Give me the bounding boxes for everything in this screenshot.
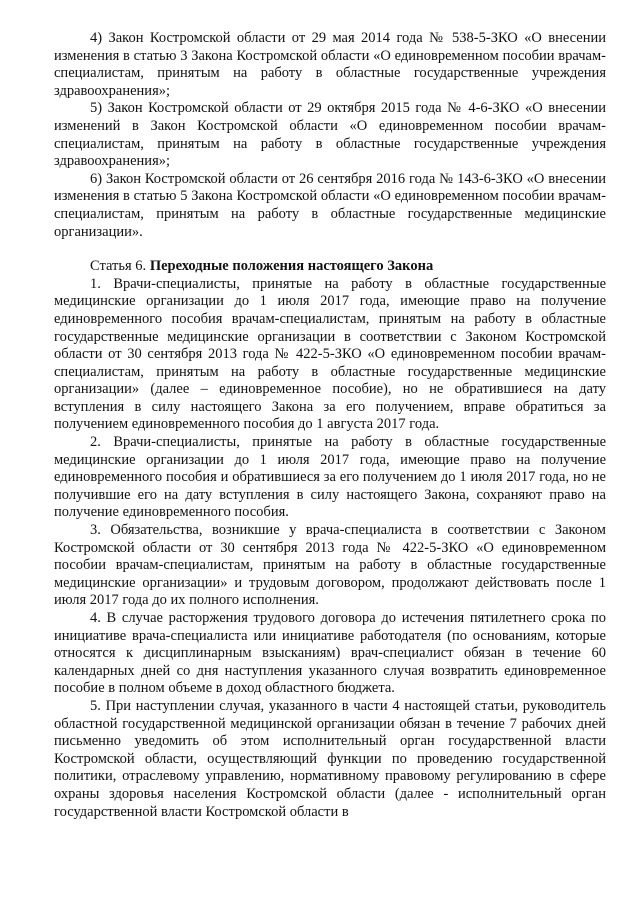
article-heading (54, 258, 606, 276)
article-paragraph-3: 3. Обязательства, возникшие у врача-специалиста в соответствии с Законом Костромской области от 30 сентября 2013 года № 422-5-ЗКО «О единовременном пособии врачам-специалистам, принятым на работу в областные государственные медицинские организации» и трудовым договором, продолжают действовать после 1 июля 2017 года до их полного исполнения. (54, 522, 606, 609)
article-title: Переходные положения настоящего Закона (149, 258, 434, 275)
article-paragraph-5: 5. При наступлении случая, указанного в части 4 настоящей статьи, руководитель областной государственной медицинской организации обязан в течение 7 рабочих дней письменно уведомить об этом исполнительный орган государственной власти Костромской области, осуществляющий функции по проведению государственной политики, отраслевому управлению, нормативному правовому регулированию в сфере охраны здоровья населения Костромской области (далее - исполнительный орган государственной власти Костромской области в (54, 697, 606, 820)
law-list-item-4: 4) Закон Костромской области от 29 мая 2014 года № 538-5-ЗКО «О внесении изменения в статью 3 Закона Костромской области «О единовременном пособии врачам-специалистам, принятым на работу в областные государственные учреждения здравоохранения»; (54, 30, 606, 99)
law-list-item-6: 6) Закон Костромской области от 26 сентября 2016 года № 143-6-ЗКО «О внесении изменения в статью 5 Закона Костромской области «О единовременном пособии врачам-специалистам, принятым на работу в областные государственные медицинские организации». (54, 170, 606, 240)
article-paragraph-2: 2. Врачи-специалисты, принятые на работу в областные государственные медицинские организации до 1 июля 2017 года, имеющие право на получение единовременного пособия и обратившиеся за его получением до 1 июля 2017 года, но не получившие его на дату вступления в силу настоящего Закона, сохраняют право на получение единовременного пособия. (54, 434, 606, 521)
law-list-item-5: 5) Закон Костромской области от 29 октября 2015 года № 4-6-ЗКО «О внесении изменений в Закон Костромской области «О единовременном пособии врачам-специалистам, принятым на работу в областные государственные учреждения здравоохранения»; (54, 100, 606, 170)
article-number: Статья 6. (90, 258, 150, 275)
article-paragraph-1: 1. Врачи-специалисты, принятые на работу в областные государственные медицинские организации до 1 июля 2017 года, имеющие право на получение единовременного пособия врачам-специалистам, принятым на работу в областные государственные медицинские организации в соответствии с Законом Костромской области от 30 сентября 2013 года № 422-5-ЗКО «О единовременном пособии врачам-специалистам, принятым на работу в областные государственные медицинские организации» (далее – единовременное пособие), но не обратившиеся на дату вступления в силу настоящего Закона за его получением, вправе обратиться за получением единовременного пособия до 1 августа 2017 года. (54, 275, 606, 433)
article-paragraph-4: 4. В случае расторжения трудового договора до истечения пятилетнего срока по инициативе врача-специалиста или инициативе работодателя (по основаниям, которые относятся к дисциплинарным взысканиям) врач-специалист обязан в течение 60 календарных дней со дня наступления указанного случая возвратить единовременное пособие в полном объеме в доход областного бюджета. (54, 610, 606, 697)
section-gap (54, 241, 606, 258)
